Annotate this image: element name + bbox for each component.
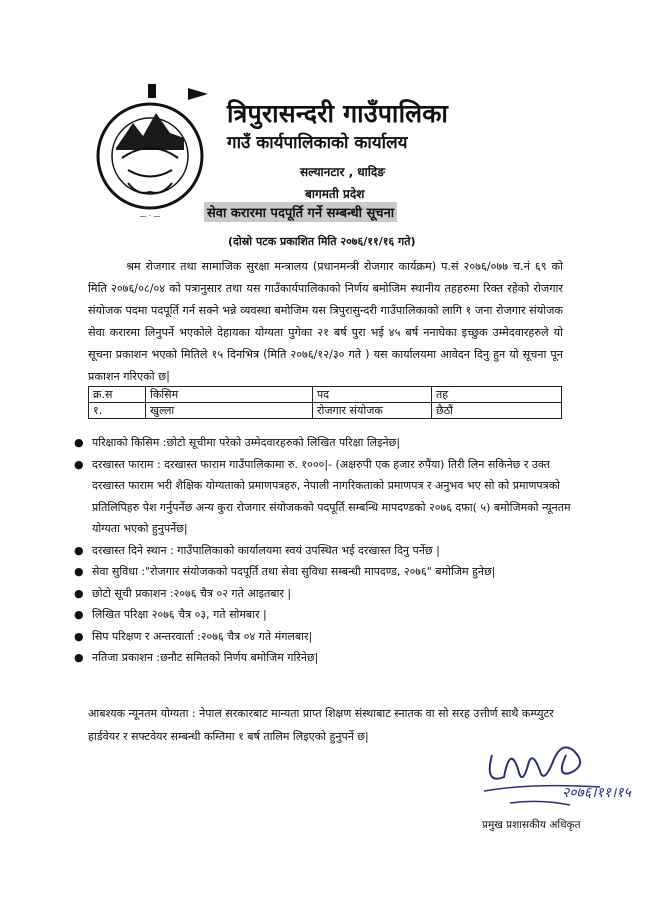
office-name: गाउँ कार्यपालिकाको कार्यालय bbox=[227, 133, 408, 153]
bullet-icon: ● bbox=[74, 565, 84, 578]
table-cell-post: रोजगार संयोजक bbox=[313, 403, 432, 419]
list-item: ● दरखास्त फाराम : दरखास्त फाराम गाउँपालिकामा रु. १०००|- (अक्षरुपी एक हजार रुपैंया) तिरी लिन सकिनेछ र उक्त दरखास्त फाराम भरी शैक्षिक योग्यताको प्रमाणपत्रहरु, नेपाली नागरिकताको प्रमाणपत्र र अनुभव भए सो को प्रमाणपत्रको प्रतिलिपिहरु पेश गर्नुपर्नेछ अन्य कुरा रोजगार संयोजकको पदपूर्ति सम्बन्धि मापदण्डको २०७६ दफा( ५) बमोजिमको न्यूनतम योग्यता भएको हुनुपर्नेछ| bbox=[92, 454, 572, 540]
bullet-icon: ● bbox=[74, 608, 84, 621]
list-item: ● दरखास्त दिने स्थान : गाउँपालिकाको कार्यालयमा स्वयं उपस्थित भई दरखास्त दिनु पर्नेछ | bbox=[92, 540, 572, 562]
list-item: ● नतिजा प्रकाशन :छनौट समितको निर्णय बमोजिम गरिनेछ| bbox=[92, 647, 572, 669]
municipality-name: त्रिपुरासन्दरी गाउँपालिका bbox=[227, 99, 449, 128]
table-row bbox=[89, 403, 562, 419]
table-cell-type: खुल्ला bbox=[146, 403, 313, 419]
municipality-logo bbox=[88, 78, 223, 228]
table-cell-level: छैठौं bbox=[432, 403, 562, 419]
bullet-icon: ● bbox=[74, 543, 84, 557]
svg-text:— · —: — · — bbox=[139, 212, 161, 220]
officer-title: प्रमुख प्रशासकीय अधिकृत bbox=[482, 819, 581, 831]
bullet-icon: ● bbox=[74, 586, 84, 600]
table-cell-sn: १. bbox=[89, 403, 146, 419]
list-item: ● सेवा सुविधा :"रोजगार संयोजकको पदपूर्ति तथा सेवा सुविधा सम्बन्धी मापदण्ड, २०७६" बमोजिम हुनेछ| bbox=[92, 561, 572, 583]
table-header-type: किसिम bbox=[146, 387, 313, 403]
table-header-level: तह bbox=[432, 387, 562, 403]
signature-date: २०७६।११।१५ bbox=[562, 785, 631, 801]
office-address: सल्यानटार , धादिङ bbox=[300, 165, 385, 179]
province-name: बागमती प्रदेश bbox=[305, 187, 365, 201]
list-item: ● परिक्षाको किसिम :छोटो सूचीमा परेको उम्मेदवारहरुको लिखित परिक्षा लिइनेछ| bbox=[92, 432, 572, 454]
officer-signature bbox=[470, 725, 635, 825]
body-paragraph bbox=[88, 256, 563, 388]
minimum-qualification: आबश्यक न्यूनतम योग्यता : नेपाल सरकारबाट मान्यता प्राप्त शिक्षण संस्थाबाट स्नातक वा सो सरह उत्तीर्ण साथै कम्प्युटर हार्डवेयर र सफ्टवेयर सम्बन्धी कम्तिमा १ बर्ष तालिम लिइएको हुनुपर्ने छ| bbox=[88, 707, 554, 743]
bullet-icon: ● bbox=[74, 629, 84, 643]
list-item: ● सिप परिक्षण र अन्तरवार्ता :२०७६ चैत्र ०४ गते मंगलबार| bbox=[92, 626, 572, 648]
bullet-icon: ● bbox=[74, 457, 84, 471]
body-paragraph-text: श्रम रोजगार तथा सामाजिक सुरक्षा मन्त्रालय (प्रधानमन्त्री रोजगार कार्यक्रम) प.सं २०७६/०७७ च.नं ६९ को मिति २०७६/०८/०४ को पत्रानुसार तथा यस गाउँकार्यपालिकाको निर्णय बमोजिम स्थानीय तहहरुमा रिक्त रहेको रोजगार संयोजक पदमा पदपूर्ति गर्न सक्ने भन्ने व्यवस्था बमोजिम यस त्रिपुरासुन्दरी गाउँपालिकाको लागि १ जना रोजगार संयोजक सेवा करारमा लिनुपर्ने भएकोले देहायका योग्यता पुगेका २१ बर्ष पुरा भई ४५ बर्ष ननाघेका इच्छुक उम्मेदवारहरुले यो सूचना प्रकाशन भएको मितिले १५ दिनभित्र (मिति २०७६/१२/३० गते ) यस कार्यालयमा आवेदन दिनु हुन यो सूचना पून प्रकाशन गरिएको छ| bbox=[88, 260, 563, 383]
list-item: ● लिखित परिक्षा २०७६ चैत्र ०३, गते सोमबार | bbox=[92, 604, 572, 626]
table-header-post: पद bbox=[313, 387, 432, 403]
republish-note: (दोस्रो पटक प्रकाशित मिति २०७६/११/१६ गते) bbox=[228, 235, 416, 248]
table-header-row bbox=[89, 387, 562, 403]
bullet-icon: ● bbox=[74, 436, 84, 449]
notice-subject: सेवा करारमा पदपूर्ति गर्ने सम्बन्धी सूचना bbox=[204, 202, 397, 222]
table-header-sn: क्र.स bbox=[89, 387, 146, 403]
list-item: ● छोटो सूची प्रकाशन :२०७६ चैत्र ०२ गते आइतबार | bbox=[92, 583, 572, 605]
notice-bullet-list bbox=[74, 432, 572, 669]
bullet-icon: ● bbox=[74, 651, 84, 664]
position-table bbox=[88, 386, 562, 419]
